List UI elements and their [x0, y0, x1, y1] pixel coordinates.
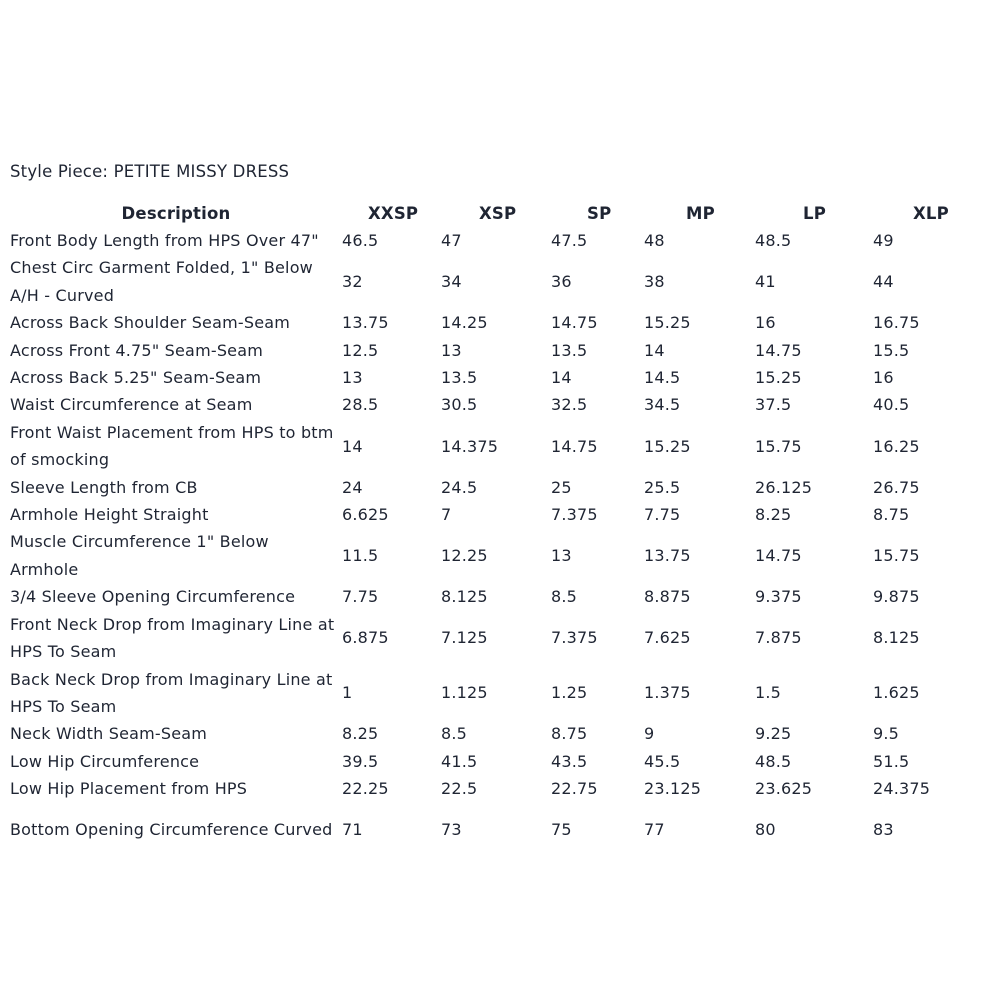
- cell-xxsp: 7.75: [342, 587, 379, 607]
- table-row: [10, 501, 990, 528]
- row-description: Across Back Shoulder Seam-Seam: [10, 313, 291, 333]
- cell-xxsp: 71: [342, 820, 363, 840]
- cell-lp: 16: [755, 313, 776, 333]
- cell-sp: 8.75: [551, 724, 588, 744]
- table-row: [10, 254, 990, 309]
- row-description: 3/4 Sleeve Opening Circumference: [10, 587, 296, 607]
- header-row: [10, 200, 990, 227]
- cell-lp: 48.5: [755, 231, 792, 250]
- cell-xlp: 40.5: [873, 395, 910, 415]
- cell-sp: 8.5: [551, 587, 578, 607]
- row-description: Low Hip Placement from HPS: [10, 779, 248, 799]
- table-row: [10, 775, 990, 802]
- cell-lp: 15.25: [755, 368, 802, 388]
- cell-xsp: 30.5: [441, 395, 478, 415]
- cell-sp: 43.5: [551, 751, 588, 771]
- cell-lp: 7.875: [755, 628, 802, 648]
- table-row: [10, 583, 990, 610]
- cell-xlp: 83: [873, 820, 894, 840]
- cell-mp: 48: [644, 231, 665, 250]
- cell-mp: 34.5: [644, 395, 681, 415]
- cell-xsp: 41.5: [441, 751, 478, 771]
- cell-xxsp: 13: [342, 368, 363, 388]
- cell-mp: 14.5: [644, 368, 681, 388]
- cell-lp: 15.75: [755, 436, 802, 456]
- cell-xlp: 49: [873, 231, 894, 250]
- cell-mp: 38: [644, 272, 665, 292]
- cell-lp: 80: [755, 820, 776, 840]
- cell-mp: 77: [644, 820, 665, 840]
- row-description: Armhole Height Straight: [10, 505, 209, 525]
- cell-xxsp: 12.5: [342, 340, 379, 360]
- table-row: [10, 391, 990, 418]
- table-row: [10, 309, 990, 336]
- cell-mp: 7.75: [644, 505, 681, 525]
- cell-mp: 45.5: [644, 751, 681, 771]
- cell-sp: 36: [551, 272, 572, 292]
- cell-xxsp: 32: [342, 272, 363, 292]
- table-row: [10, 364, 990, 391]
- cell-xlp: 44: [873, 272, 894, 292]
- cell-xlp: 15.75: [873, 546, 920, 566]
- table-row: [10, 748, 990, 775]
- cell-lp: 48.5: [755, 751, 792, 771]
- cell-sp: 75: [551, 820, 572, 840]
- cell-xsp: 8.125: [441, 587, 488, 607]
- column-header-xsp: XSP: [479, 204, 517, 223]
- cell-xxsp: 39.5: [342, 751, 379, 771]
- cell-mp: 8.875: [644, 587, 691, 607]
- cell-xlp: 16.75: [873, 313, 920, 333]
- cell-lp: 8.25: [755, 505, 792, 525]
- cell-sp: 25: [551, 477, 572, 497]
- row-description: Bottom Opening Circumference Curved: [10, 820, 333, 840]
- table-row: [10, 337, 990, 364]
- cell-lp: 9.375: [755, 587, 802, 607]
- cell-xsp: 7: [441, 505, 452, 525]
- cell-xsp: 1.125: [441, 683, 488, 703]
- column-header-sp: SP: [587, 204, 612, 223]
- cell-sp: 22.75: [551, 779, 598, 799]
- cell-xxsp: 8.25: [342, 724, 379, 744]
- cell-xlp: 9.5: [873, 724, 900, 744]
- cell-mp: 7.625: [644, 628, 691, 648]
- cell-lp: 41: [755, 272, 776, 292]
- column-header-lp: LP: [803, 204, 827, 223]
- measurement-table: [10, 200, 990, 857]
- table-row: [10, 227, 990, 254]
- cell-xxsp: 11.5: [342, 546, 379, 566]
- table-row: [10, 528, 990, 583]
- cell-xlp: 16.25: [873, 436, 920, 456]
- row-description: Low Hip Circumference: [10, 751, 200, 771]
- cell-xlp: 24.375: [873, 779, 931, 799]
- cell-mp: 15.25: [644, 313, 691, 333]
- table-row: [10, 419, 990, 474]
- table-row: [10, 720, 990, 747]
- cell-mp: 25.5: [644, 477, 681, 497]
- table-row: [10, 666, 990, 721]
- cell-xsp: 12.25: [441, 546, 488, 566]
- cell-sp: 7.375: [551, 628, 598, 648]
- cell-mp: 13.75: [644, 546, 691, 566]
- row-description: Neck Width Seam-Seam: [10, 724, 208, 744]
- cell-xxsp: 6.625: [342, 505, 389, 525]
- cell-sp: 7.375: [551, 505, 598, 525]
- cell-xsp: 13.5: [441, 368, 478, 388]
- cell-sp: 14: [551, 368, 572, 388]
- cell-sp: 14.75: [551, 436, 598, 456]
- row-description: Across Front 4.75" Seam-Seam: [10, 340, 264, 360]
- cell-lp: 14.75: [755, 546, 802, 566]
- cell-xsp: 47: [441, 231, 462, 250]
- row-description: Waist Circumference at Seam: [10, 395, 253, 415]
- column-header-xxsp: XXSP: [368, 204, 419, 223]
- cell-sp: 14.75: [551, 313, 598, 333]
- cell-xsp: 13: [441, 340, 462, 360]
- row-description: Across Back 5.25" Seam-Seam: [10, 368, 262, 388]
- row-description: Muscle Circumference 1" Below Armhole: [10, 532, 269, 579]
- cell-lp: 23.625: [755, 779, 813, 799]
- cell-xlp: 8.75: [873, 505, 910, 525]
- cell-xxsp: 28.5: [342, 395, 379, 415]
- row-description: Chest Circ Garment Folded, 1" Below A/H - Curved: [10, 258, 313, 305]
- cell-lp: 1.5: [755, 683, 782, 703]
- cell-xxsp: 24: [342, 477, 363, 497]
- table-row: [10, 611, 990, 666]
- table-row: [10, 474, 990, 501]
- cell-lp: 37.5: [755, 395, 792, 415]
- cell-xlp: 8.125: [873, 628, 920, 648]
- cell-mp: 14: [644, 340, 665, 360]
- cell-xxsp: 1: [342, 683, 353, 703]
- row-description: Sleeve Length from CB: [10, 477, 198, 497]
- cell-xlp: 16: [873, 368, 894, 388]
- column-header-mp: MP: [686, 204, 715, 223]
- cell-lp: 26.125: [755, 477, 813, 497]
- table-row: [10, 803, 990, 858]
- cell-lp: 9.25: [755, 724, 792, 744]
- cell-mp: 15.25: [644, 436, 691, 456]
- cell-xlp: 1.625: [873, 683, 920, 703]
- cell-xlp: 51.5: [873, 751, 910, 771]
- cell-xsp: 8.5: [441, 724, 468, 744]
- cell-xxsp: 6.875: [342, 628, 389, 648]
- row-description: Front Body Length from HPS Over 47": [10, 231, 319, 250]
- cell-xlp: 15.5: [873, 340, 910, 360]
- cell-xxsp: 13.75: [342, 313, 389, 333]
- cell-xlp: 26.75: [873, 477, 920, 497]
- cell-xsp: 34: [441, 272, 462, 292]
- column-header-description: Description: [121, 204, 231, 223]
- spec-sheet: [10, 160, 990, 857]
- cell-xlp: 9.875: [873, 587, 920, 607]
- cell-xsp: 73: [441, 820, 462, 840]
- cell-xsp: 24.5: [441, 477, 478, 497]
- cell-mp: 23.125: [644, 779, 702, 799]
- column-header-xlp: XLP: [913, 204, 949, 223]
- cell-xxsp: 46.5: [342, 231, 379, 250]
- cell-xsp: 7.125: [441, 628, 488, 648]
- cell-sp: 13: [551, 546, 572, 566]
- cell-mp: 9: [644, 724, 655, 744]
- row-description: Back Neck Drop from Imaginary Line at HPS To Seam: [10, 669, 333, 716]
- cell-sp: 1.25: [551, 683, 588, 703]
- cell-xxsp: 22.25: [342, 779, 389, 799]
- cell-sp: 13.5: [551, 340, 588, 360]
- cell-xsp: 14.375: [441, 436, 499, 456]
- cell-lp: 14.75: [755, 340, 802, 360]
- cell-xsp: 14.25: [441, 313, 488, 333]
- row-description: Front Neck Drop from Imaginary Line at HPS To Seam: [10, 614, 335, 662]
- cell-xxsp: 14: [342, 436, 363, 456]
- style-piece-title: Style Piece: PETITE MISSY DRESS: [10, 162, 290, 181]
- cell-mp: 1.375: [644, 683, 691, 703]
- row-description: Front Waist Placement from HPS to btm of smocking: [10, 422, 334, 470]
- cell-xsp: 22.5: [441, 779, 478, 799]
- cell-sp: 32.5: [551, 395, 588, 415]
- cell-sp: 47.5: [551, 231, 588, 250]
